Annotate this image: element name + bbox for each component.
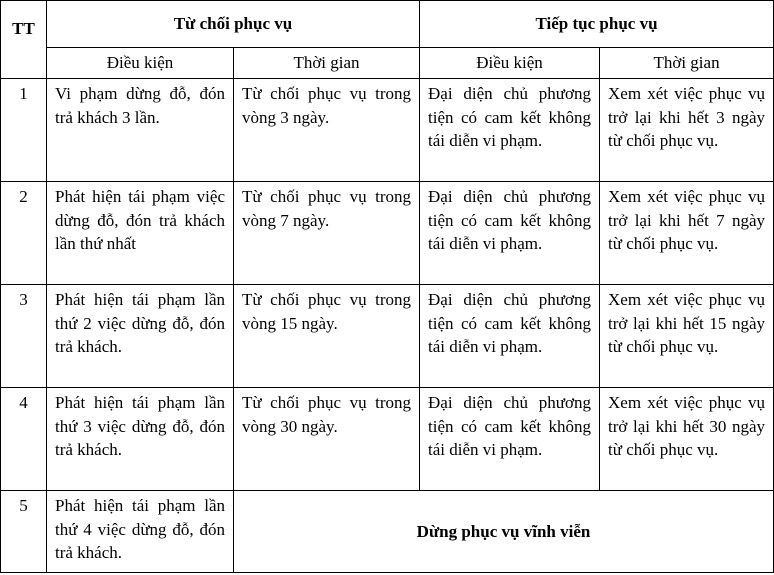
continue-condition-cell: Đại diện chủ phương tiện có cam kết không tái diễn vi phạm.	[420, 285, 600, 388]
refuse-time-cell: Từ chối phục vụ trong vòng 15 ngày.	[234, 285, 420, 388]
refuse-condition-cell: Phát hiện tái phạm lần thứ 3 việc dừng đỗ, đón trả khách.	[47, 388, 234, 491]
continue-time-cell: Xem xét việc phục vụ trở lại khi hết 30 ngày từ chối phục vụ.	[600, 388, 774, 491]
refuse-time-cell: Từ chối phục vụ trong vòng 30 ngày.	[234, 388, 420, 491]
permanent-stop-cell: Dừng phục vụ vĩnh viễn	[234, 491, 774, 573]
table-row	[1, 491, 774, 573]
row-number: 3	[1, 285, 47, 388]
continue-condition-cell: Đại diện chủ phương tiện có cam kết không tái diễn vi phạm.	[420, 388, 600, 491]
refuse-condition-cell: Phát hiện tái phạm việc dừng đỗ, đón trả khách lần thứ nhất	[47, 182, 234, 285]
refuse-time-cell: Từ chối phục vụ trong vòng 3 ngày.	[234, 79, 420, 182]
header-row-subcolumns	[1, 48, 774, 79]
row-number: 2	[1, 182, 47, 285]
continue-time-cell: Xem xét việc phục vụ trở lại khi hết 7 ngày từ chối phục vụ.	[600, 182, 774, 285]
continue-condition-cell: Đại diện chủ phương tiện có cam kết không tái diễn vi phạm.	[420, 182, 600, 285]
row-number: 5	[1, 491, 47, 573]
continue-time-cell: Xem xét việc phục vụ trở lại khi hết 3 ngày từ chối phục vụ.	[600, 79, 774, 182]
refuse-condition-cell: Phát hiện tái phạm lần thứ 2 việc dừng đỗ, đón trả khách.	[47, 285, 234, 388]
table-row	[1, 285, 774, 388]
row-number: 4	[1, 388, 47, 491]
refuse-time-cell: Từ chối phục vụ trong vòng 7 ngày.	[234, 182, 420, 285]
row-number: 1	[1, 79, 47, 182]
refuse-condition-cell: Vi phạm dừng đỗ, đón trả khách 3 lần.	[47, 79, 234, 182]
header-refuse-time: Thời gian	[234, 48, 420, 79]
header-row-groups	[1, 1, 774, 48]
header-tt: TT	[1, 1, 47, 79]
header-refuse-service: Từ chối phục vụ	[47, 1, 420, 48]
header-continue-time: Thời gian	[600, 48, 774, 79]
table-row	[1, 79, 774, 182]
table-row	[1, 388, 774, 491]
continue-time-cell: Xem xét việc phục vụ trở lại khi hết 15 ngày từ chối phục vụ.	[600, 285, 774, 388]
header-continue-condition: Điều kiện	[420, 48, 600, 79]
table-row	[1, 182, 774, 285]
header-refuse-condition: Điều kiện	[47, 48, 234, 79]
refuse-condition-cell: Phát hiện tái phạm lần thứ 4 việc dừng đỗ, đón trả khách.	[47, 491, 234, 573]
header-continue-service: Tiếp tục phục vụ	[420, 1, 774, 48]
continue-condition-cell: Đại diện chủ phương tiện có cam kết không tái diễn vi phạm.	[420, 79, 600, 182]
